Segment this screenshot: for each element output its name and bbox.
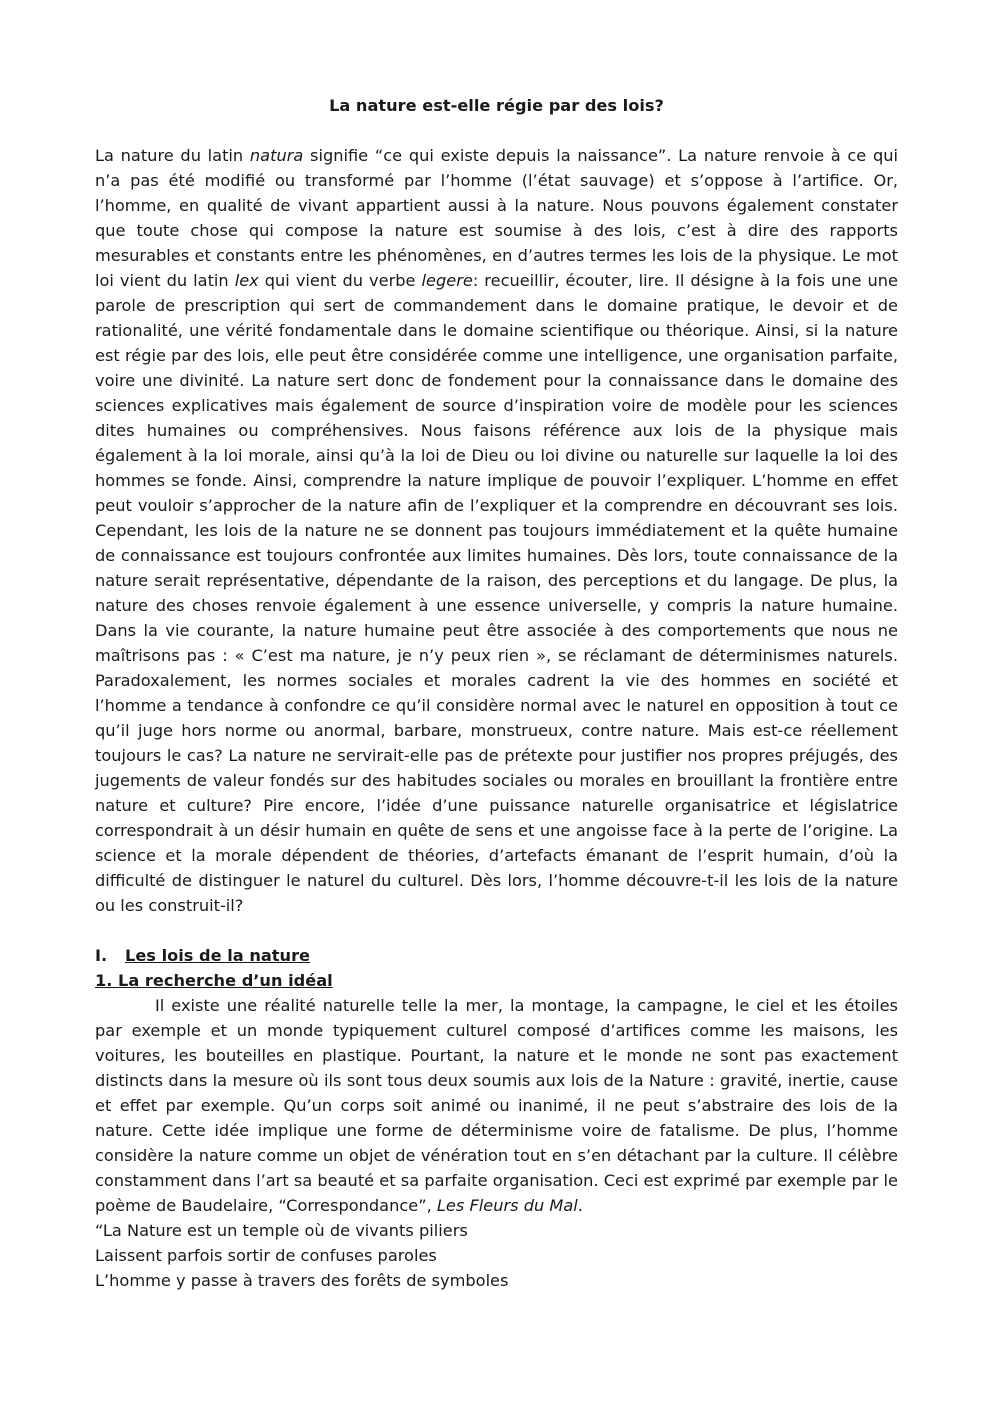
intro-emphasis: natura [249, 146, 304, 165]
section-heading [95, 943, 898, 968]
intro-text: signifie “ce qui existe depuis la naissance”. La nature renvoie à ce qui n’a pas été modifié ou transformé par l’homme (l’état sauvage) et s’oppose à l’artifice. Or, l’homme, en qualité de vivant appartient aussi à la nature. Nous pouvons également constater que toute chose qui compose la nature est soumise à des lois, c’est à dire des rapports mesurables et constants entre les phénomènes, en d’autres termes les lois de la physique. Le mot loi vient du latin [95, 146, 899, 290]
subsection-heading: 1. La recherche d’un idéal [95, 971, 333, 990]
intro-emphasis: lex [234, 271, 259, 290]
intro-paragraph [95, 143, 898, 918]
quote-line: “La Nature est un temple où de vivants piliers [95, 1221, 468, 1240]
body-text: . [577, 1196, 583, 1215]
body-emphasis: Les Fleurs du Mal [436, 1196, 578, 1215]
quote-line: Laissent parfois sortir de confuses paroles [95, 1246, 437, 1265]
document-page [95, 93, 898, 1293]
intro-emphasis: legere [421, 271, 473, 290]
intro-text: La nature du latin [95, 146, 250, 165]
intro-text: qui vient du verbe [258, 271, 422, 290]
section-title: Les lois de la nature [125, 946, 311, 965]
intro-text: : recueillir, écouter, lire. Il désigne à la fois une une parole de prescription qui sert de commandement dans le domaine pratique, le devoir et de rationalité, une vérité fondamentale dans le domaine scientifique ou théorique. Ainsi, si la nature est régie par des lois, elle peut être considérée comme une intelligence, une organisation parfaite, voire une divinité. La nature sert donc de fondement pour la connaissance dans le domaine des sciences explicatives mais également de source d’inspiration voire de modèle pour les sciences dites humaines ou compréhensives. Nous faisons référence aux lois de la physique mais également à la loi morale, ainsi qu’à la loi de Dieu ou loi divine ou naturelle sur laquelle la loi des hommes se fonde. Ainsi, comprendre la nature implique de pouvoir l’expliquer. L’homme en effet peut vouloir s’approcher de la nature afin de l’expliquer et la comprendre en découvrant ses lois. Cependant, les lois de la nature ne se donnent pas toujours immédiatement et la quête humaine de connaissance est toujours confrontée aux limites humaines. Dès lors, toute connaissance de la nature serait représentative, dépendante de la raison, des perceptions et du langage. De plus, la nature des choses renvoie également à une essence universelle, y compris la nature humaine. Dans la vie courante, la nature humaine peut être associée à des comportements que nous ne maîtrisons pas : « C’est ma nature, je n’y peux rien », se réclamant de déterminismes naturels. Paradoxalement, les normes sociales et morales cadrent la vie des hommes en société et l’homme a tendance à confondre ce qu’il considère normal avec le naturel en opposition à tout ce qu’il juge hors norme ou anormal, barbare, monstrueux, contre nature. Mais est-ce réellement toujours le cas? La nature ne servirait-elle pas de prétexte pour justifier nos propres préjugés, des jugements de valeur fondés sur des habitudes sociales ou morales en brouillant la frontière entre nature et culture? Pire encore, l’idée d’une puissance naturelle organisatrice et législatrice correspondrait à un désir humain en quête de sens et une angoisse face à la perte de l’origine. La science et la morale dépendent de théories, d’artefacts émanant de l’esprit humain, d’où la difficulté de distinguer le naturel du culturel. Dès lors, l’homme découvre-t-il les lois de la nature ou les construit-il? [95, 271, 898, 915]
body-paragraph [95, 993, 898, 1218]
document-title: La nature est-elle régie par des lois? [329, 96, 664, 115]
body-text: Il existe une réalité naturelle telle la mer, la montage, la campagne, le ciel et les étoiles par exemple et un monde typiquement culturel composé d’artifices comme les maisons, les voitures, les bouteilles en plastique. Pourtant, la nature et le monde ne sont pas exactement distincts dans la mesure où ils sont tous deux soumis aux lois de la Nature : gravité, inertie, cause et effet par exemple. Qu’un corps soit animé ou inanimé, il ne peut s’abstraire des lois de la nature. Cette idée implique une forme de déterminisme voire de fatalisme. De plus, l’homme considère la nature comme un objet de vénération tout en s’en détachant par la culture. Il célèbre constamment dans l’art sa beauté et sa parfaite organisation. Ceci est exprimé par exemple par le poème de Baudelaire, “Correspondance”, [95, 996, 898, 1215]
quote-line: L’homme y passe à travers des forêts de symboles [95, 1271, 509, 1290]
section-number: I. [95, 946, 108, 965]
